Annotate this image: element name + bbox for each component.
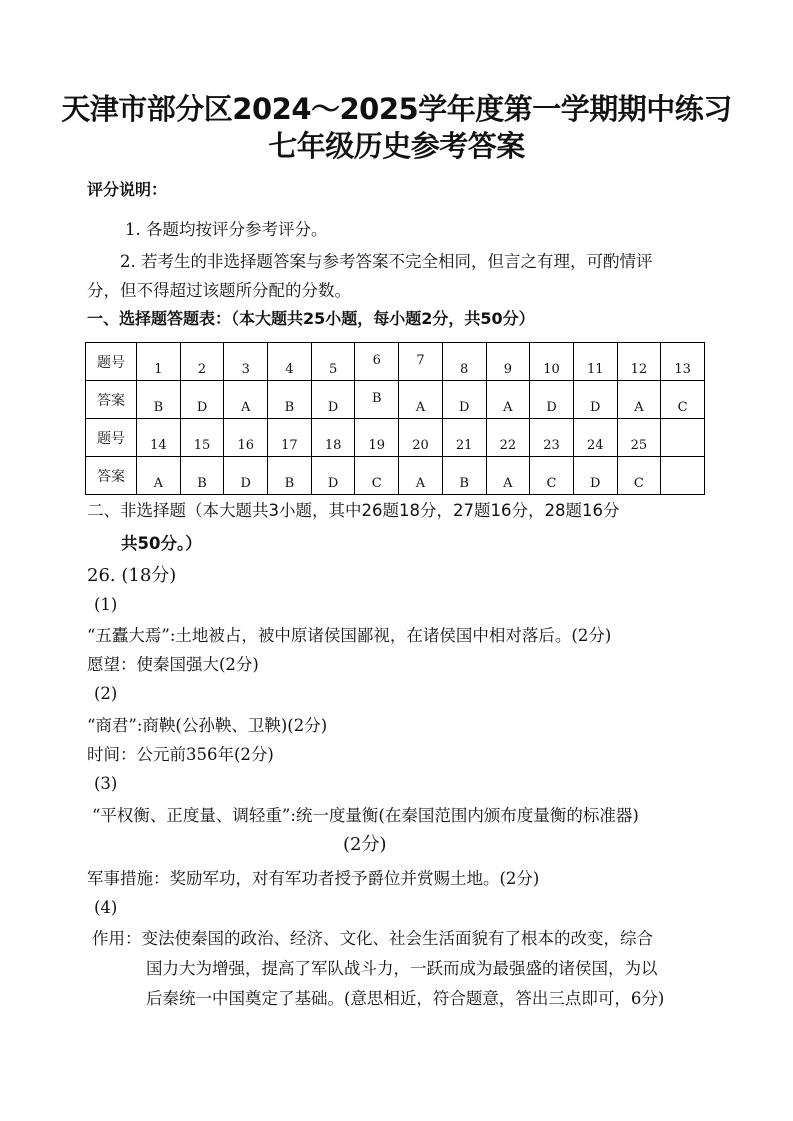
table-row-numbers-1 xyxy=(86,343,705,381)
table-cell: 8 xyxy=(442,343,486,381)
table-cell: 14 xyxy=(137,419,181,457)
answer-table xyxy=(85,342,705,495)
table-cell: D xyxy=(573,457,617,495)
table-cell: 25 xyxy=(617,419,661,457)
table-cell: D xyxy=(311,457,355,495)
part-1-answer-b: 愿望：使秦国强大(2分) xyxy=(87,655,259,674)
table-cell: A xyxy=(486,381,530,419)
table-cell: 19 xyxy=(355,419,399,457)
table-cell: D xyxy=(311,381,355,419)
table-cell: 17 xyxy=(268,419,312,457)
table-cell: B xyxy=(268,381,312,419)
part-4-answer-line-1: 作用：变法使秦国的政治、经济、文化、社会生活面貌有了根本的改变，综合 xyxy=(92,929,653,948)
table-cell: 16 xyxy=(224,419,268,457)
table-cell: 13 xyxy=(661,343,705,381)
table-cell: 9 xyxy=(486,343,530,381)
part-2-label: (2) xyxy=(94,684,118,703)
table-cell: C xyxy=(355,457,399,495)
part-3-label: (3) xyxy=(94,774,118,793)
page-title-line-1: 天津市部分区2024～2025学年度第一学期期中练习 xyxy=(61,92,732,126)
table-cell: 24 xyxy=(573,419,617,457)
table-cell: D xyxy=(224,457,268,495)
label-answer: 答案 xyxy=(86,381,137,419)
table-cell xyxy=(661,419,705,457)
table-cell: B xyxy=(180,457,224,495)
table-cell: 21 xyxy=(442,419,486,457)
label-question-number: 题号 xyxy=(86,419,137,457)
grading-rule-2-line-2: 分，但不得超过该题所分配的分数。 xyxy=(87,281,351,300)
grading-heading: 评分说明： xyxy=(87,180,168,199)
table-cell: A xyxy=(399,381,443,419)
table-cell: A xyxy=(224,381,268,419)
section-2-heading-line-1: 二、非选择题（本大题共3小题，其中26题18分，27题16分，28题16分 xyxy=(87,501,620,520)
section-1-heading: 一、选择题答题表：（本大题共25小题，每小题2分，共50分） xyxy=(87,309,535,328)
table-cell: A xyxy=(486,457,530,495)
table-cell: 4 xyxy=(268,343,312,381)
part-1-answer-a: “五蠹大焉”:土地被占，被中原诸侯国鄙视，在诸侯国中相对落后。(2分) xyxy=(87,626,612,645)
part-3-answer-b: 军事措施：奖励军功，对有军功者授予爵位并赏赐土地。(2分) xyxy=(87,869,540,888)
part-4-answer-line-3: 后秦统一中国奠定了基础。(意思相近，符合题意，答出三点即可，6分) xyxy=(146,989,665,1008)
part-2-answer-b: 时间：公元前356年(2分) xyxy=(87,745,274,764)
table-cell: C xyxy=(661,381,705,419)
table-cell: 22 xyxy=(486,419,530,457)
table-cell: A xyxy=(137,457,181,495)
part-2-answer-a: “商君”:商鞅(公孙鞅、卫鞅)(2分) xyxy=(87,716,328,735)
table-cell: A xyxy=(617,381,661,419)
part-3-answer-a: “平权衡、正度量、调轻重”:统一度量衡(在秦国范围内颁布度量衡的标准器) xyxy=(92,806,639,825)
table-cell: 11 xyxy=(573,343,617,381)
table-cell: 6 xyxy=(355,343,399,381)
grading-rule-2-line-1: 2. 若考生的非选择题答案与参考答案不完全相同，但言之有理，可酌情评 xyxy=(120,252,653,271)
part-4-answer-line-2: 国力大为增强，提高了军队战斗力，一跃而成为最强盛的诸侯国，为以 xyxy=(146,959,658,978)
table-cell: C xyxy=(617,457,661,495)
table-cell: C xyxy=(530,457,574,495)
question-26-heading: 26. (18分) xyxy=(87,565,177,586)
table-cell: 20 xyxy=(399,419,443,457)
table-cell: 3 xyxy=(224,343,268,381)
table-cell: 15 xyxy=(180,419,224,457)
table-cell: 18 xyxy=(311,419,355,457)
table-cell: D xyxy=(442,381,486,419)
table-cell: 12 xyxy=(617,343,661,381)
label-question-number: 题号 xyxy=(86,343,137,381)
table-cell: D xyxy=(573,381,617,419)
table-cell: A xyxy=(399,457,443,495)
part-3-answer-a-score: (2分) xyxy=(343,834,387,855)
table-cell: 5 xyxy=(311,343,355,381)
table-row-answers-2 xyxy=(86,457,705,495)
table-cell xyxy=(661,457,705,495)
table-cell: D xyxy=(180,381,224,419)
table-row-numbers-2 xyxy=(86,419,705,457)
part-4-label: (4) xyxy=(94,898,118,917)
table-cell: B xyxy=(355,381,399,419)
table-cell: D xyxy=(530,381,574,419)
table-cell: 10 xyxy=(530,343,574,381)
table-cell: B xyxy=(137,381,181,419)
table-row-answers-1 xyxy=(86,381,705,419)
table-cell: B xyxy=(442,457,486,495)
page-title-line-2: 七年级历史参考答案 xyxy=(268,129,525,163)
label-answer: 答案 xyxy=(86,457,137,495)
table-cell: 2 xyxy=(180,343,224,381)
grading-rule-1: 1. 各题均按评分参考评分。 xyxy=(125,220,328,239)
section-2-heading-line-2: 共50分。） xyxy=(121,534,202,553)
table-cell: 7 xyxy=(399,343,443,381)
table-cell: B xyxy=(268,457,312,495)
part-1-label: (1) xyxy=(94,595,118,614)
table-cell: 1 xyxy=(137,343,181,381)
table-cell: 23 xyxy=(530,419,574,457)
